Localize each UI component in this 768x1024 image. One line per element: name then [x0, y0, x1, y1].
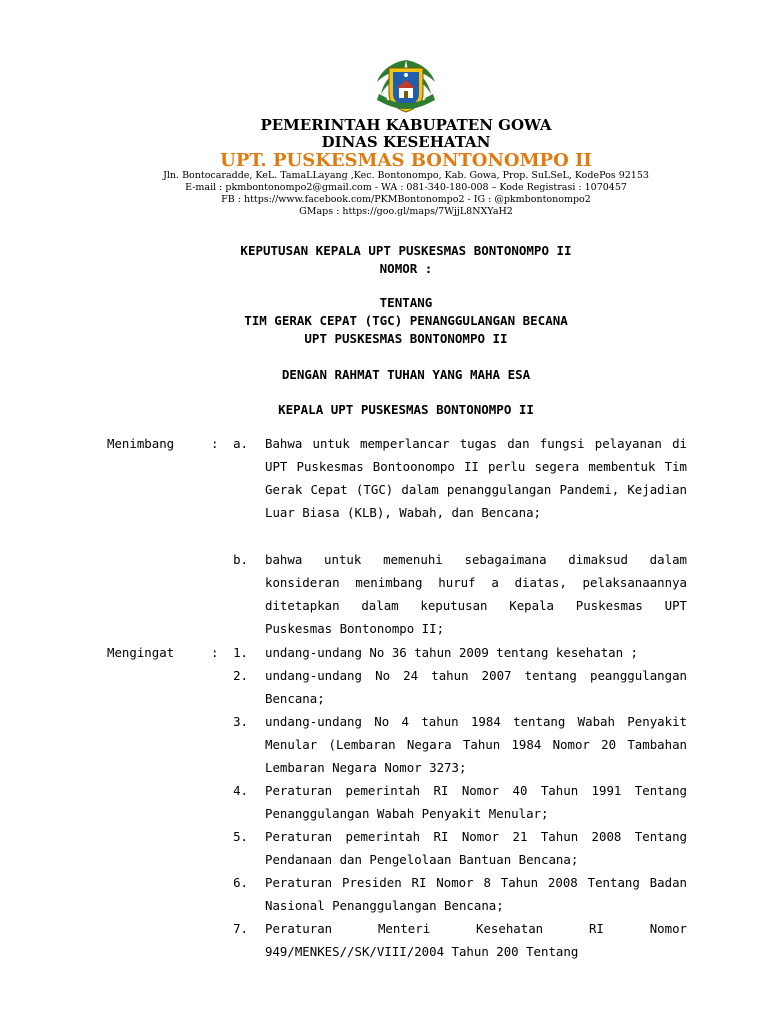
mengingat-item-number: 6.: [233, 875, 248, 890]
decree-title: KEPUTUSAN KEPALA UPT PUSKESMAS BONTONOMPO II: [240, 243, 572, 258]
government-name: PEMERINTAH KABUPATEN GOWA: [260, 116, 552, 134]
menimbang-colon: :: [211, 436, 219, 451]
department-name: DINAS KESEHATAN: [321, 133, 491, 151]
invocation: DENGAN RAHMAT TUHAN YANG MAHA ESA: [281, 367, 531, 382]
mengingat-item-text: undang-undang No 24 tahun 2007 tentang peanggulangan Bencana;: [265, 668, 687, 706]
mengingat-colon: :: [211, 645, 219, 660]
decree-subject-unit: UPT PUSKESMAS BONTONOMPO II: [304, 331, 508, 346]
mengingat-item-text: Peraturan pemerintah RI Nomor 21 Tahun 2008 Tentang Pendanaan dan Pengelolaan Bantuan Bencana;: [265, 829, 687, 867]
maps-link-line: GMaps : https://goo.gl/maps/7WjjL8NXYaH2: [299, 206, 513, 217]
menimbang-item-number: b.: [233, 552, 248, 567]
mengingat-item-text: Peraturan Menteri Kesehatan RI Nomor 949/MENKES//SK/VIII/2004 Tahun 200 Tentang: [265, 921, 687, 959]
mengingat-label: Mengingat: [107, 645, 175, 660]
address-line: Jln. Bontocaradde, KeL. TamaLLayang ,Kec. Bontonompo, Kab. Gowa, Prop. SuLSeL, KodePos 92153: [163, 170, 649, 181]
mengingat-item-number: 4.: [233, 783, 248, 798]
tentang-label: TENTANG: [379, 295, 433, 310]
mengingat-item-text: undang-undang No 36 tahun 2009 tentang kesehatan ;: [265, 645, 638, 660]
mengingat-item-number: 1.: [233, 645, 248, 660]
menimbang-label: Menimbang: [107, 436, 175, 451]
menimbang-item-number: a.: [233, 436, 248, 451]
social-media-line: FB : https://www.facebook.com/PKMBontonompo2 - IG : @pkmbontonompo2: [221, 194, 591, 205]
mengingat-item-text: Peraturan pemerintah RI Nomor 40 Tahun 1991 Tentang Penanggulangan Wabah Penyakit Menular;: [265, 783, 687, 821]
mengingat-item-text: Peraturan Presiden RI Nomor 8 Tahun 2008 Tentang Badan Nasional Penanggulangan Bencana;: [265, 875, 687, 913]
contact-line: E-mail : pkmbontonompo2@gmail.com - WA : 081-340-180-008 – Kode Registrasi : 1070457: [185, 182, 627, 193]
institution-name: UPT. PUSKESMAS BONTONOMPO II: [220, 150, 592, 171]
mengingat-item-text: undang-undang No 4 tahun 1984 tentang Wabah Penyakit Menular (Lembaran Negara Tahun 1984 Nomor 20 Tambahan Lembaran Negara Nomor 3273;: [265, 714, 687, 775]
gowa-emblem-logo: [373, 54, 439, 116]
decree-number-label: NOMOR :: [379, 261, 433, 276]
mengingat-item-number: 7.: [233, 921, 248, 936]
issuer-heading: KEPALA UPT PUSKESMAS BONTONOMPO II: [278, 402, 534, 417]
decree-subject: TIM GERAK CEPAT (TGC) PENANGGULANGAN BECANA: [244, 313, 568, 328]
mengingat-item-number: 3.: [233, 714, 248, 729]
mengingat-item-number: 2.: [233, 668, 248, 683]
mengingat-item-number: 5.: [233, 829, 248, 844]
menimbang-item-text: Bahwa untuk memperlancar tugas dan fungsi pelayanan di UPT Puskesmas Bontoonompo II perlu segera membentuk Tim Gerak Cepat (TGC) dalam penanggulangan Pandemi, Kejadian Luar Biasa (KLB), Wabah, dan Bencana;: [265, 436, 687, 520]
menimbang-item-text: bahwa untuk memenuhi sebagaimana dimaksud dalam konsideran menimbang huruf a diatas, pelaksanaannya ditetapkan dalam keputusan Kepala Puskesmas UPT Puskesmas Bontonompo II;: [265, 552, 687, 636]
